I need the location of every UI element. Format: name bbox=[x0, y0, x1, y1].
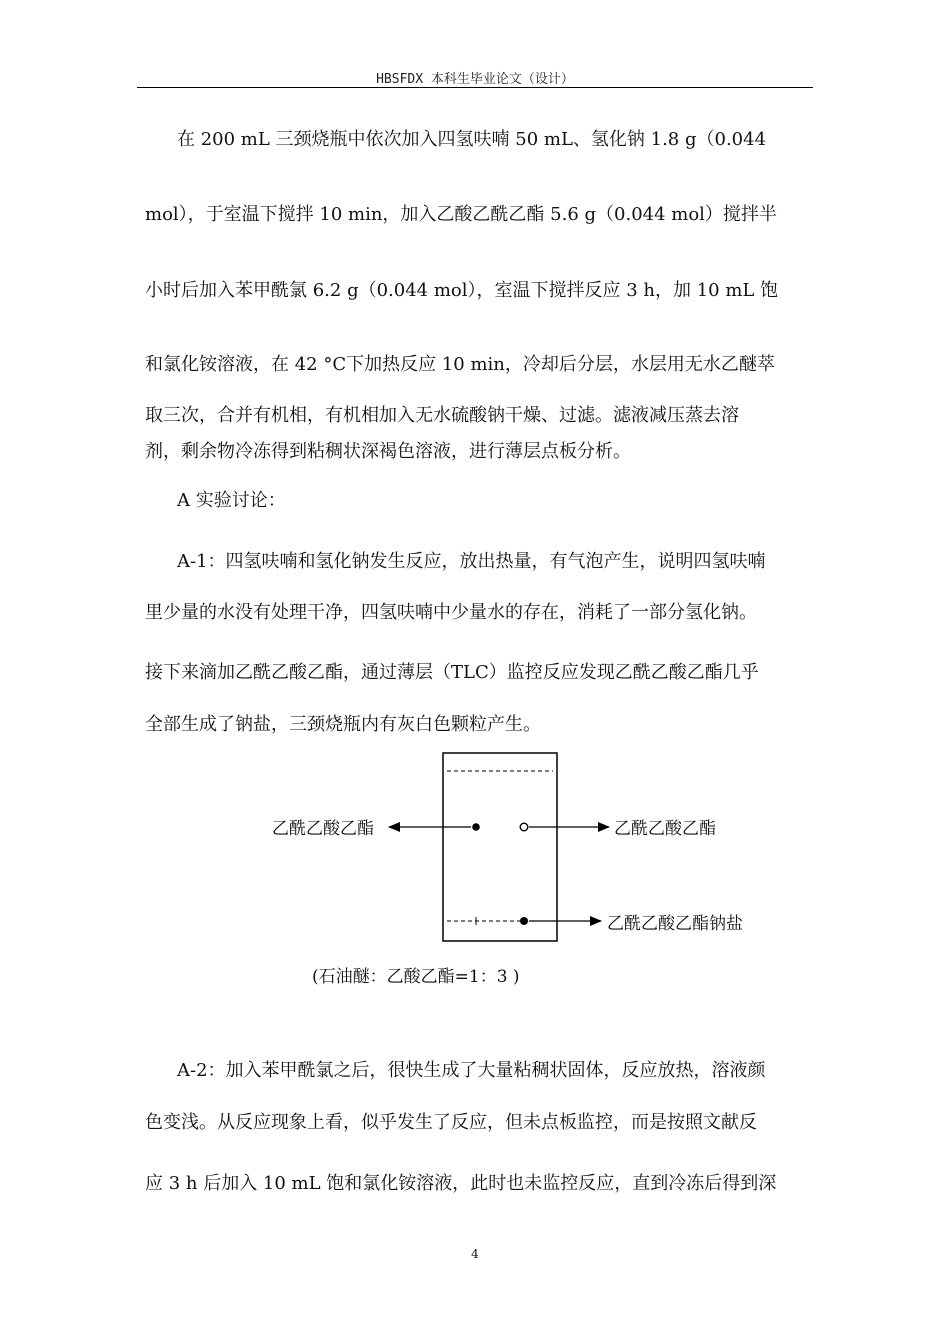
page-header: HBSFDX 本科生毕业论文（设计） bbox=[376, 72, 574, 87]
paragraph-1-line: 剂，剩余物冷冻得到粘稠状深褐色溶液，进行薄层点板分析。 bbox=[145, 441, 631, 462]
figure-caption: (石油醚：乙酸乙酯=1：3 ) bbox=[312, 967, 520, 987]
paragraph-1-line: 小时后加入苯甲酰氯 6.2 g（0.044 mol），室温下搅拌反应 3 h，加 10 mL 饱 bbox=[145, 280, 779, 301]
paragraph-a2-line: 应 3 h 后加入 10 mL 饱和氯化铵溶液，此时也未监控反应，直到冷冻后得到深 bbox=[145, 1173, 777, 1194]
paragraph-1-line: 取三次，合并有机相，有机相加入无水硫酸钠干燥、过滤。滤液减压蒸去溶 bbox=[145, 405, 739, 426]
filled-spot-left bbox=[472, 823, 480, 831]
page-number: 4 bbox=[471, 1247, 479, 1261]
label-right-bottom: 乙酰乙酸乙酯钠盐 bbox=[607, 914, 743, 934]
tlc-plate bbox=[443, 753, 557, 941]
paragraph-a1-line: 全部生成了钠盐，三颈烧瓶内有灰白色颗粒产生。 bbox=[145, 714, 541, 735]
paragraph-1-line: 在 200 mL 三颈烧瓶中依次加入四氢呋喃 50 mL、氢化钠 1.8 g（0.044 bbox=[177, 129, 767, 150]
section-heading: A 实验讨论： bbox=[177, 490, 286, 511]
paragraph-a1-line: 接下来滴加乙酰乙酸乙酯，通过薄层（TLC）监控反应发现乙酰乙酸乙酯几乎 bbox=[145, 662, 759, 683]
paragraph-a1-line: A-1：四氢呋喃和氢化钠发生反应，放出热量，有气泡产生，说明四氢呋喃 bbox=[177, 551, 766, 572]
open-spot-right bbox=[520, 823, 528, 831]
filled-spot-baseline bbox=[520, 917, 528, 925]
label-right-top: 乙酰乙酸乙酯 bbox=[614, 819, 716, 839]
paragraph-a2-line: 色变浅。从反应现象上看，似乎发生了反应，但未点板监控，而是按照文献反 bbox=[145, 1112, 757, 1133]
paragraph-a1-line: 里少量的水没有处理干净，四氢呋喃中少量水的存在，消耗了一部分氢化钠。 bbox=[145, 602, 757, 623]
paragraph-a2-line: A-2：加入苯甲酰氯之后，很快生成了大量粘稠状固体，反应放热，溶液颜 bbox=[177, 1060, 766, 1081]
label-left: 乙酰乙酸乙酯 bbox=[272, 819, 374, 839]
paragraph-1-line: mol），于室温下搅拌 10 min，加入乙酸乙酰乙酯 5.6 g（0.044 mol）搅拌半 bbox=[145, 204, 777, 225]
paragraph-1-line: 和氯化铵溶液，在 42 °C下加热反应 10 min，冷却后分层，水层用无水乙醚萃 bbox=[145, 354, 775, 375]
